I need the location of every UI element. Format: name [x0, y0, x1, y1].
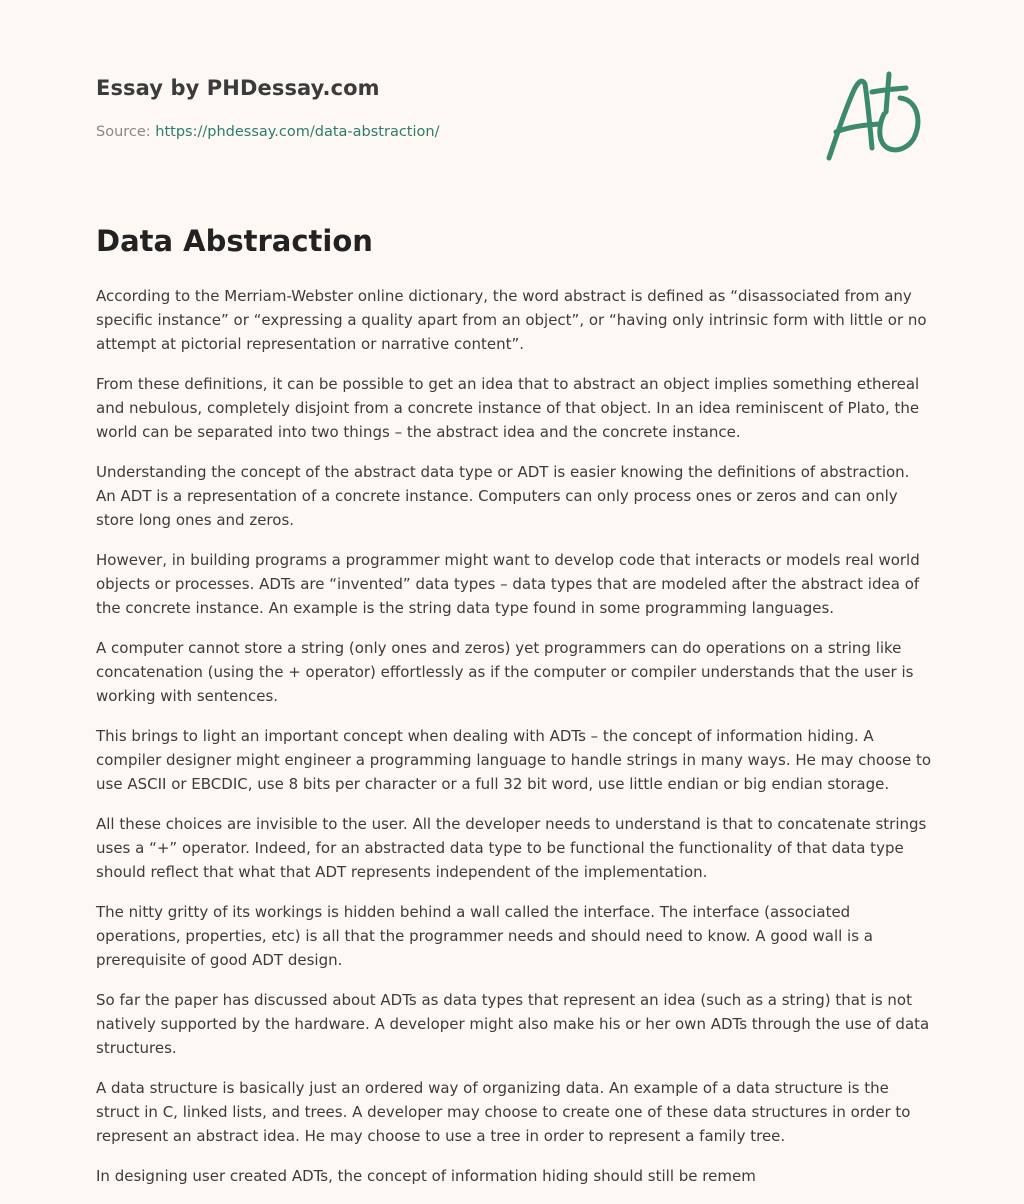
source-label: Source:: [96, 124, 156, 140]
essay-paragraph: This brings to light an important concept when dealing with ADTs – the concept of information hiding. A compiler designer might engineer a programming language to handle strings in many ways. He may choose to use ASCII or EBCDIC, use 8 bits per character or a full 32 bit word, use little endian or big endian storage.: [96, 727, 932, 793]
essay-paragraph: According to the Merriam-Webster online dictionary, the word abstract is defined as “disassociated from any specific instance” or “expressing a quality apart from an object”, or “having only intrinsic form with little or no attempt at pictorial representation or narrative content”.: [96, 287, 927, 353]
essay-body: [96, 284, 932, 1204]
source-line: [96, 124, 936, 140]
source-link[interactable]: https://phdessay.com/data-abstraction/: [155, 124, 440, 140]
essay-paragraph: So far the paper has discussed about ADTs as data types that represent an idea (such as a string) that is not natively supported by the hardware. A developer might also make his or her own ADTs through the use of data structures.: [96, 991, 930, 1057]
essay-paragraph: Understanding the concept of the abstract data type or ADT is easier knowing the definitions of abstraction. An ADT is a representation of a concrete instance. Computers can only process ones or zeros and can only store long ones and zeros.: [96, 463, 910, 529]
essay-paragraph: However, in building programs a programmer might want to develop code that interacts or models real world objects or processes. ADTs are “invented” data types – data types that are modeled after the abstract idea of the concrete instance. An example is the string data type found in some programming languages.: [96, 551, 920, 617]
essay-paragraph: All these choices are invisible to the user. All the developer needs to understand is that to concatenate strings uses a “+” operator. Indeed, for an abstracted data type to be functional the functionality of that data type should reflect that what that ADT represents independent of the implementation.: [96, 815, 927, 881]
a-plus-grade-icon: [822, 68, 926, 164]
essay-paragraph: A data structure is basically just an ordered way of organizing data. An example of a data structure is the struct in C, linked lists, and trees. A developer may choose to create one of these data structures in order to represent an abstract idea. He may choose to use a tree in order to represent a family tree.: [96, 1079, 911, 1145]
essay-paragraph: From these definitions, it can be possible to get an idea that to abstract an object implies something ethereal and nebulous, completely disjoint from a concrete instance of that object. In an idea reminiscent of Plato, the world can be separated into two things – the abstract idea and the concrete instance.: [96, 375, 920, 441]
essay-paragraph: A computer cannot store a string (only ones and zeros) yet programmers can do operations on a string like concatenation (using the + operator) effortlessly as if the computer or compiler understands that the user is working with sentences.: [96, 639, 914, 705]
page-header: [96, 76, 936, 140]
essay-title: Data Abstraction: [96, 224, 373, 258]
site-brand: Essay by PHDessay.com: [96, 76, 380, 100]
essay-paragraph: In designing user created ADTs, the concept of information hiding should still be remem: [96, 1167, 756, 1185]
essay-paragraph: The nitty gritty of its workings is hidden behind a wall called the interface. The interface (associated operations, properties, etc) is all that the programmer needs and should need to know. A good wall is a prerequisite of good ADT design.: [96, 903, 873, 969]
